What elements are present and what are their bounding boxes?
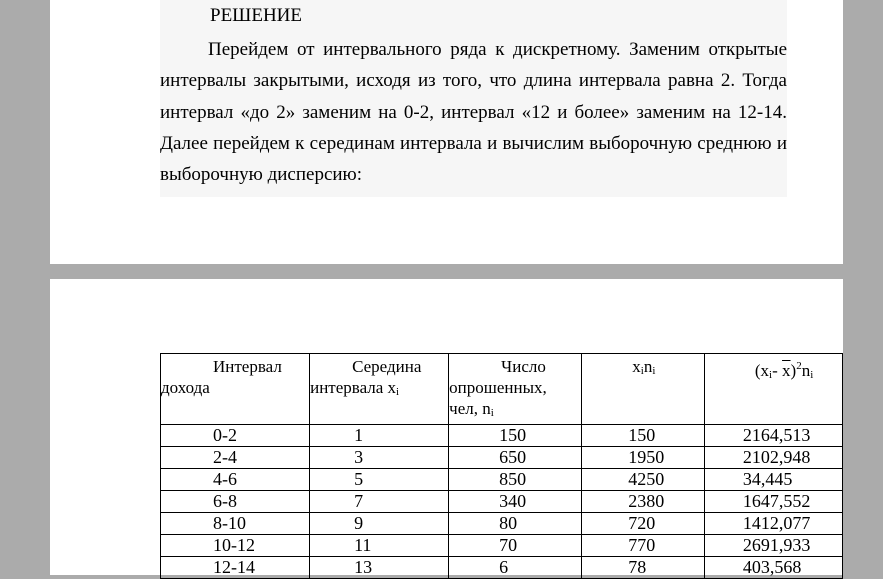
header-mid-text: интервала x [310,378,397,397]
cell-interval: 6-8 [161,491,310,513]
cell-count: 340 [449,491,582,513]
cell-count: 150 [449,425,582,447]
solution-paragraph [160,34,787,190]
table-row [161,447,843,469]
document-page-2 [50,279,843,575]
cell-deviation: 403,568 [704,557,842,579]
cell-xn: 4250 [582,469,705,491]
cell-interval: 8-10 [161,513,310,535]
header-dev-sub2: i [810,369,814,381]
cell-midpoint: 1 [310,425,449,447]
solution-heading: РЕШЕНИЕ [210,5,302,26]
cell-midpoint: 5 [310,469,449,491]
cell-xn: 1950 [582,447,705,469]
header-midpoint [310,354,449,425]
cell-midpoint: 3 [310,447,449,469]
cell-count: 70 [449,535,582,557]
header-mid-line1: Середина [352,357,422,376]
header-dev-sup: 2 [796,360,802,372]
cell-count: 650 [449,447,582,469]
cell-interval: 10-12 [161,535,310,557]
cell-deviation: 1647,552 [704,491,842,513]
header-xn-sub2: i [652,365,656,377]
cell-deviation: 34,445 [704,469,842,491]
cell-xn: 150 [582,425,705,447]
cell-count: 850 [449,469,582,491]
header-interval-line1: Интервал [213,357,282,376]
document-page-1 [50,0,843,264]
header-dev-xbar: $\overline{x}$ [782,361,791,380]
header-xn [582,354,705,425]
header-dev-minus: - [772,361,783,380]
header-xn-x: x [632,357,641,376]
cell-xn: 78 [582,557,705,579]
header-interval-line2: дохода [161,378,210,397]
header-interval [161,354,310,425]
header-count [449,354,582,425]
cell-midpoint: 13 [310,557,449,579]
header-count-line2: опрошенных, [449,378,547,397]
solution-text-block [160,0,787,197]
cell-interval: 12-14 [161,557,310,579]
header-mid-line2 [310,377,442,403]
header-count-sub: i [490,407,494,419]
cell-deviation: 2691,933 [704,535,842,557]
table-header-row [161,354,843,425]
cell-xn: 2380 [582,491,705,513]
cell-interval: 0-2 [161,425,310,447]
header-dev-n: n [801,361,811,380]
header-mid-sub: i [396,386,400,398]
table-row [161,469,843,491]
table-row [161,513,843,535]
cell-xn: 720 [582,513,705,535]
cell-interval: 4-6 [161,469,310,491]
grouped-data-table [160,353,843,579]
cell-count: 80 [449,513,582,535]
header-xn-n: n [643,357,653,376]
table-row [161,491,843,513]
header-deviation [704,354,842,425]
paragraph-text: Перейдем от интервального ряда к дискретному. Заменим открытые интервалы закрытыми, исходя из того, что длина интервала равна 2. Тогда интервал «до 2» заменим на 0-2, интервал «12 и более» заменим на 12-14. Далее перейдем к серединам интервала и вычислим выборочную среднюю и выборочную дисперсию: [160,39,787,186]
cell-deviation: 1412,077 [704,513,842,535]
header-xn-sub1: i [640,365,644,377]
header-count-text: чел, n [449,399,491,418]
table-row [161,557,843,579]
cell-xn: 770 [582,535,705,557]
header-dev-sub: i [769,369,773,381]
cell-count: 6 [449,557,582,579]
cell-midpoint: 9 [310,513,449,535]
cell-midpoint: 7 [310,491,449,513]
cell-interval: 2-4 [161,447,310,469]
header-count-line3 [449,398,575,424]
table-row [161,535,843,557]
cell-midpoint: 11 [310,535,449,557]
table-row [161,425,843,447]
header-count-line1: Число [501,357,546,376]
header-dev-close: ) [790,361,797,380]
cell-deviation: 2164,513 [704,425,842,447]
cell-deviation: 2102,948 [704,447,842,469]
header-dev-open: (x [754,361,770,380]
